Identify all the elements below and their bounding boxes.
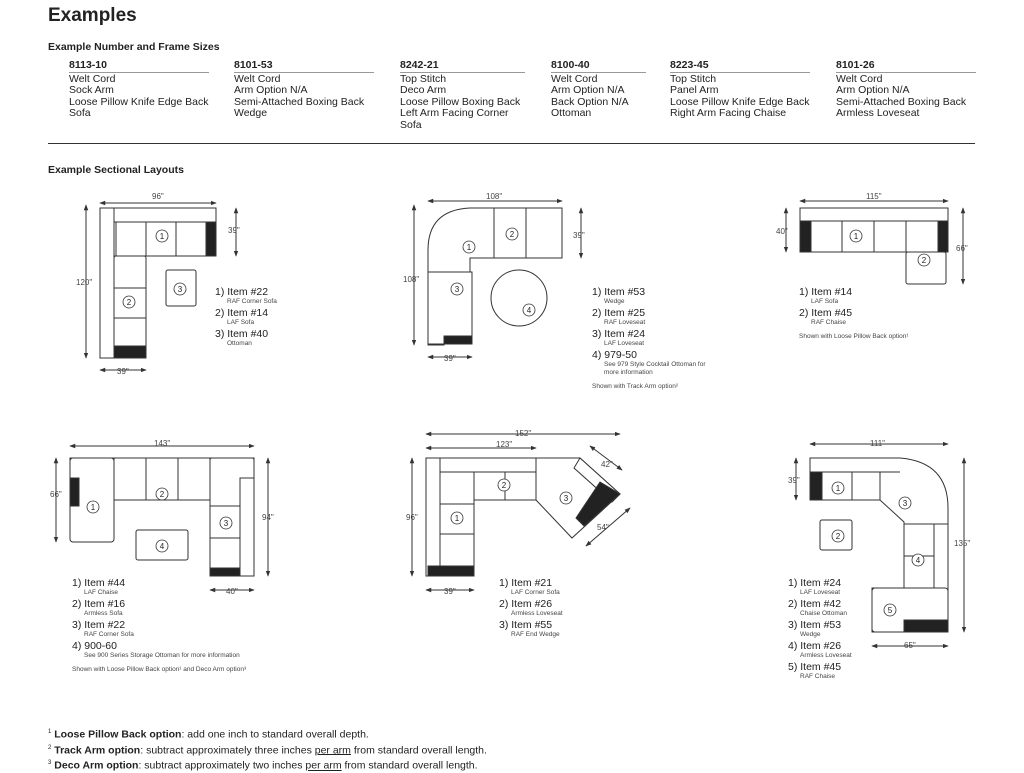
legend-item-desc: RAF Loveseat: [604, 319, 646, 326]
dimension-label: 39": [788, 476, 800, 485]
circle-number: 1: [466, 243, 472, 252]
layout-3-legend: [799, 287, 959, 342]
dimension-label: 66": [50, 490, 62, 499]
circle-number: 4: [159, 542, 165, 551]
legend-item-desc: RAF End Wedge: [511, 631, 560, 638]
legend-item-desc: Wedge: [800, 631, 821, 638]
layout-5-diagram: [412, 434, 630, 590]
frame-line: Arm Option N/A: [836, 84, 910, 97]
legend-item-desc: Armless Sofa: [84, 610, 123, 617]
frame-line: Right Arm Facing Chaise: [670, 107, 787, 120]
legend-item: 3) Item #55: [499, 619, 553, 631]
legend-item-desc: LAF Corner Sofa: [511, 589, 560, 596]
legend-item: 1) Item #21: [499, 577, 553, 589]
circle-number: 3: [177, 285, 183, 294]
legend-item: 1) Item #22: [215, 286, 269, 298]
circle-number: 3: [563, 494, 569, 503]
circle-number: 1: [454, 514, 460, 523]
dimension-label: 39": [117, 367, 129, 376]
frame-line: Welt Cord: [551, 72, 598, 85]
legend-item-desc: RAF Chaise: [811, 319, 847, 326]
footnote: $^1$ Loose Pillow Back option: add one inch to standard overall depth.: [48, 728, 369, 741]
footnote: $^3$ Deco Arm option: subtract approximately two inches per arm from standard overall length.: [48, 759, 478, 772]
dimension-label: 120": [76, 278, 93, 287]
legend-item: 3) Item #40: [215, 328, 269, 340]
frame-line: Deco Arm: [400, 84, 447, 97]
dimension-label: 39": [444, 587, 456, 596]
dimension-label: 39": [228, 226, 240, 235]
frame-line: Loose Pillow Boxing Back: [400, 95, 521, 108]
frame-code: 8113-10: [69, 60, 209, 73]
legend-item: 1) Item #44: [72, 577, 126, 589]
legend-item: 1) Item #24: [788, 577, 842, 589]
circle-number: 3: [902, 499, 908, 508]
frame-line: Welt Cord: [836, 72, 883, 85]
layouts-heading: Example Sectional Layouts: [48, 164, 184, 176]
legend-item-desc: RAF Corner Sofa: [84, 631, 134, 638]
dimension-label: 108": [486, 192, 503, 201]
dimension-label: 39": [444, 354, 456, 363]
frame-line: Sofa: [69, 107, 91, 120]
circle-number: 5: [887, 606, 893, 615]
legend-item-desc: LAF Loveseat: [800, 589, 841, 596]
frame-code: 8223-45: [670, 60, 810, 73]
frame-code: 8101-53: [234, 60, 374, 73]
dimension-label: 96": [406, 513, 418, 522]
frame-line: Arm Option N/A: [234, 84, 308, 97]
circle-number: 4: [915, 556, 921, 565]
frame-line: Loose Pillow Knife Edge Back: [670, 95, 810, 108]
legend-note: Shown with Loose Pillow Back option¹: [799, 333, 909, 340]
frame-line: Panel Arm: [670, 84, 719, 97]
footnote-term: Deco Arm option: [54, 759, 139, 772]
circle-number: 3: [223, 519, 229, 528]
legend-item: 2) Item #26: [499, 598, 553, 610]
circle-number: 2: [509, 230, 515, 239]
legend-item: 2) Item #42: [788, 598, 842, 610]
frame-line: Semi-Attached Boxing Back: [234, 95, 365, 108]
legend-item-desc: Armless Loveseat: [800, 652, 852, 659]
circle-number: 1: [159, 232, 165, 241]
legend-item: 5) Item #45: [788, 661, 842, 673]
dimension-label: 42": [601, 460, 613, 469]
circle-number: 1: [853, 232, 859, 241]
frame-line: Ottoman: [551, 107, 592, 120]
dimension-label: 40": [226, 587, 238, 596]
legend-item-desc: LAF Chaise: [84, 589, 118, 596]
frame-line: Back Option N/A: [551, 95, 629, 108]
legend-item-desc: LAF Sofa: [811, 298, 839, 305]
layout-1-diagram: [86, 203, 236, 370]
legend-item: 3) Item #53: [788, 619, 842, 631]
dimension-label: 123": [496, 440, 513, 449]
circle-number: 3: [454, 285, 460, 294]
legend-item-desc: See 900 Series Storage Ottoman for more information: [84, 652, 240, 659]
layout-2-diagram: [414, 201, 581, 357]
circle-number: 2: [159, 490, 165, 499]
legend-item-desc: See 979 Style Cocktail Ottoman for more information: [604, 361, 706, 376]
footnote-term: Track Arm option: [54, 744, 141, 756]
legend-item-desc: LAF Sofa: [227, 319, 255, 326]
layout-4-diagram: [56, 446, 268, 590]
circle-number: 4: [526, 306, 532, 315]
frame-line: Welt Cord: [69, 72, 116, 85]
legend-item-desc: Chaise Ottoman: [800, 610, 847, 617]
dimension-label: 115": [866, 192, 882, 201]
frame-code: 8100-40: [551, 60, 646, 73]
legend-item: 1) Item #14: [799, 286, 853, 298]
dimension-label: 135": [954, 539, 971, 548]
circle-number: 1: [90, 503, 96, 512]
dimension-label: 65": [904, 641, 916, 650]
legend-item: 2) Item #45: [799, 307, 853, 319]
legend-item: 4) 979-50: [592, 349, 637, 361]
legend-note: Shown with Track Arm option²: [592, 383, 678, 390]
page-title: Examples: [48, 5, 137, 26]
dimension-label: 54": [597, 523, 609, 532]
legend-item: 4) 900-60: [72, 640, 117, 652]
frame-line: Top Stitch: [670, 72, 717, 85]
frame-line: Armless Loveseat: [836, 107, 920, 120]
footnote-term: Loose Pillow Back option: [54, 728, 182, 741]
dimension-label: 94": [262, 513, 274, 522]
legend-item: 1) Item #53: [592, 286, 646, 298]
legend-item-desc: Ottoman: [227, 340, 252, 347]
dimension-label: 66": [956, 244, 968, 253]
frame-line: Left Arm Facing Corner Sofa: [400, 107, 509, 131]
legend-item-desc: Wedge: [604, 298, 625, 305]
circle-number: 2: [921, 256, 927, 265]
frame-line: Arm Option N/A: [551, 84, 625, 97]
circle-number: 2: [501, 481, 507, 490]
dimension-label: 40": [776, 227, 788, 236]
legend-item: 2) Item #25: [592, 307, 646, 319]
circle-number: 1: [835, 484, 841, 493]
circle-number: 2: [835, 532, 841, 541]
dimension-label: 39": [573, 231, 585, 240]
footnotes: [48, 726, 487, 773]
legend-item-desc: LAF Loveseat: [604, 340, 645, 347]
layout-6-legend: [788, 578, 852, 683]
legend-item: 3) Item #24: [592, 328, 646, 340]
legend-note: Shown with Loose Pillow Back option¹ and Deco Arm option³: [72, 666, 247, 673]
layout-2-legend: [592, 287, 712, 392]
legend-item: 4) Item #26: [788, 640, 842, 652]
dimension-label: 111": [870, 439, 885, 448]
footnote: $^2$ Track Arm option: subtract approximately three inches per arm from standard overall length.: [48, 744, 487, 756]
legend-item-desc: RAF Corner Sofa: [227, 298, 277, 305]
circle-number: 2: [126, 298, 132, 307]
frame-line: Wedge: [234, 107, 268, 120]
layout-1-legend: [215, 287, 277, 350]
frame-line: Welt Cord: [234, 72, 281, 85]
frames-heading: Example Number and Frame Sizes: [48, 41, 220, 53]
layout-4-legend: [72, 578, 292, 675]
frame-line: Semi-Attached Boxing Back: [836, 95, 967, 108]
frame-line: Top Stitch: [400, 72, 447, 85]
legend-item-desc: Armless Loveseat: [511, 610, 563, 617]
frame-code: 8101-26: [836, 60, 976, 73]
dimension-label: 143": [154, 439, 171, 448]
frame-line: Sock Arm: [69, 84, 114, 97]
legend-item: 2) Item #14: [215, 307, 269, 319]
legend-item: 2) Item #16: [72, 598, 126, 610]
frame-code: 8242-21: [400, 60, 525, 73]
dimension-label: 152": [515, 429, 532, 438]
frame-line: Loose Pillow Knife Edge Back: [69, 95, 209, 108]
layout-3-diagram: [786, 201, 963, 284]
dimension-label: 108": [403, 275, 420, 284]
layout-5-legend: [499, 578, 563, 641]
legend-item: 3) Item #22: [72, 619, 126, 631]
dimension-label: 96": [152, 192, 164, 201]
legend-item-desc: RAF Chaise: [800, 673, 836, 680]
